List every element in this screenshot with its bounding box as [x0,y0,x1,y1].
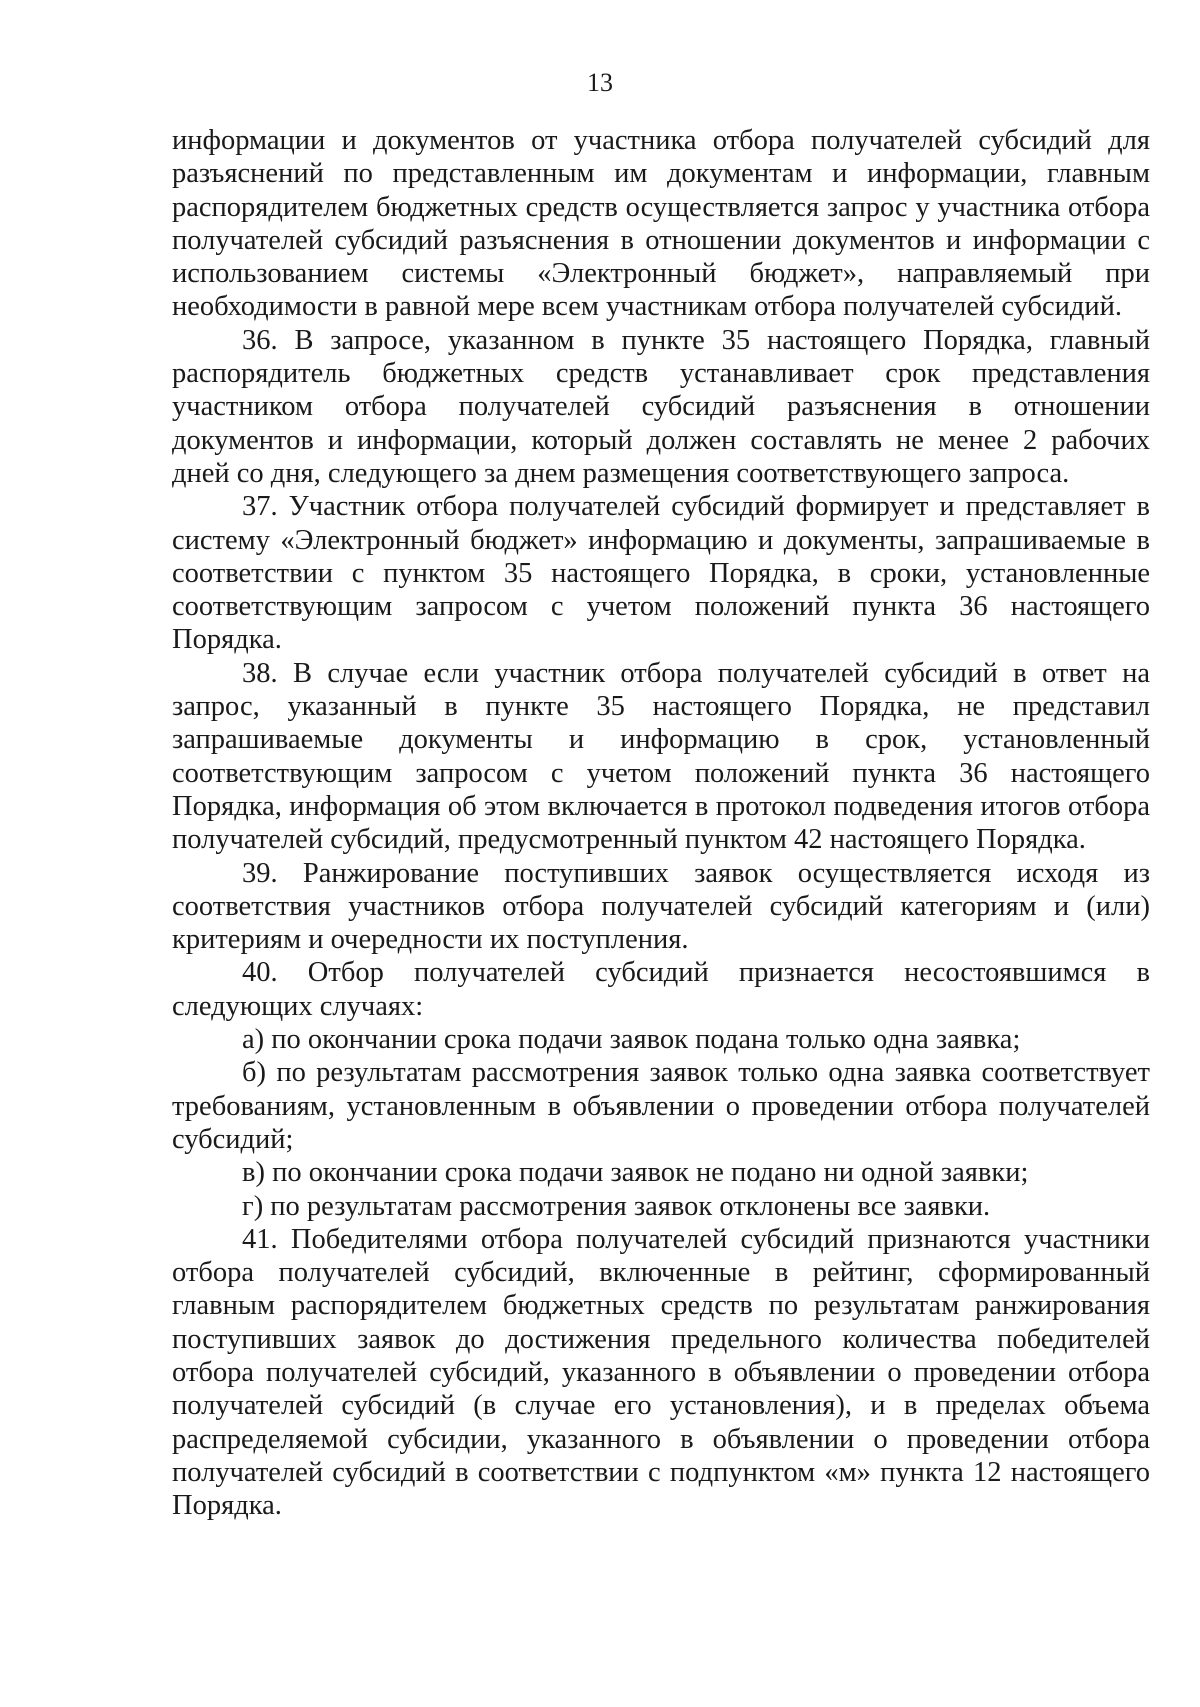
page-number: 13 [587,68,613,97]
list-item-v: в) по окончании срока подачи заявок не подано ни одной заявки; [242,1157,1029,1189]
paragraph-39: 39. Ранжирование поступивших заявок осуществляется исходя из соответствия участников отбора получателей субсидий категориям и (или) критериям и очередности их поступления. [172,857,1150,956]
paragraph-continuation: информации и документов от участника отбора получателей субсидий для разъяснений по представленным им документам и информации, главным распорядителем бюджетных средств осуществляется запрос у участника отбора получателей субсидий разъяснения в отношении документов и информации с использованием системы «Электронный бюджет», направляемый при необходимости в равной мере всем участникам отбора получателей субсидий. [172,125,1150,323]
paragraph-37: 37. Участник отбора получателей субсидий формирует и представляет в систему «Электронный бюджет» информацию и документы, запрашиваемые в соответствии с пунктом 35 настоящего Порядка, в сроки, установленные соответствующим запросом с учетом положений пункта 36 настоящего Порядка. [172,491,1150,656]
list-item-g: г) по результатам рассмотрения заявок отклонены все заявки. [242,1190,991,1222]
paragraph-40: 40. Отбор получателей субсидий признается несостоявшимся в следующих случаях: [172,957,1150,1022]
paragraph-36: 36. В запросе, указанном в пункте 35 настоящего Порядка, главный распорядитель бюджетных средств устанавливает срок представления участником отбора получателей субсидий разъяснения в отношении документов и информации, который должен составлять не менее 2 рабочих дней со дня, следующего за днем размещения соответствующего запроса. [172,324,1150,489]
list-item-b: б) по результатам рассмотрения заявок только одна заявка соответствует требованиям, установленным в объявлении о проведении отбора получателей субсидий; [172,1057,1150,1155]
paragraph-41: 41. Победителями отбора получателей субсидий признаются участники отбора получателей субсидий, включенные в рейтинг, сформированный главным распорядителем бюджетных средств по результатам ранжирования поступивших заявок до достижения предельного количества победителей отбора получателей субсидий, указанного в объявлении о проведении отбора получателей субсидий (в случае его установления), и в пределах объема распределяемой субсидии, указанного в объявлении о проведении отбора получателей субсидий в соответствии с подпунктом «м» пункта 12 настоящего Порядка. [172,1223,1150,1522]
list-item-a: а) по окончании срока подачи заявок подана только одна заявка; [242,1024,1021,1056]
document-body [172,124,1150,1522]
paragraph-38: 38. В случае если участник отбора получателей субсидий в ответ на запрос, указанный в пункте 35 настоящего Порядка, не представил запрашиваемые документы и информацию в срок, установленный соответствующим запросом с учетом положений пункта 36 настоящего Порядка, информация об этом включается в протокол подведения итогов отбора получателей субсидий, предусмотренный пунктом 42 настоящего Порядка. [172,657,1150,856]
